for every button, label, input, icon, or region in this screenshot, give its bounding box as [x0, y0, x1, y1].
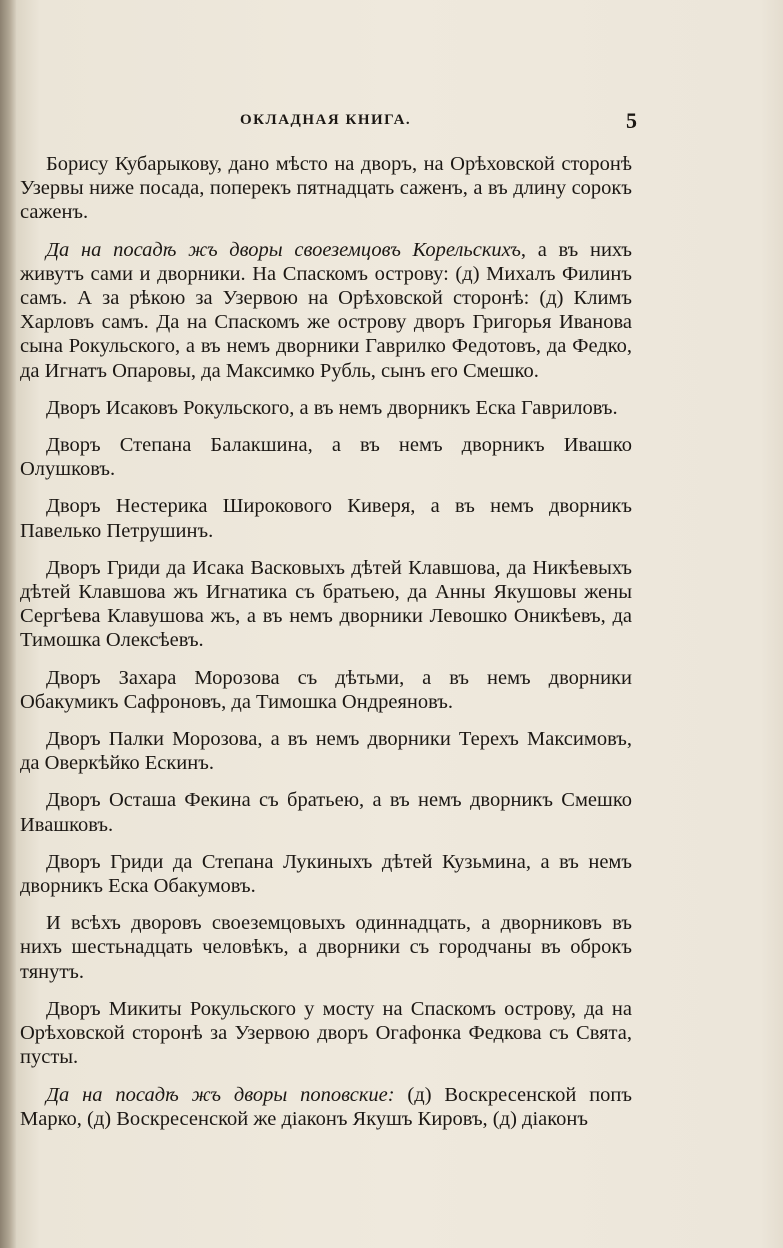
paragraph: Дворъ Палки Морозова, а въ немъ дворники Терехъ Максимовъ, да Оверкѣйко Ескинъ. — [20, 728, 632, 775]
book-spine-shadow — [0, 0, 16, 1248]
paragraph: Да на посадѣ жъ дворы своеземцовъ Корельскихъ, а въ нихъ живутъ сами и дворники. На Спаскомъ острову: (д) Михалъ Филинъ самъ. А за рѣкою за Узервою на Орѣховской сторонѣ: (д) Климъ Харловъ самъ. Да на Спаскомъ же острову дворъ Григорья Иванова сына Рокульского, а въ немъ дворники Гаврилко Федотовъ, да Федко, да Игнатъ Опаровы, да Максимко Рубль, сынъ его Смешко. — [20, 238, 632, 382]
paragraph: Дворъ Гриди да Степана Лукиныхъ дѣтей Кузьмина, а въ немъ дворникъ Еска Обакумовъ. — [20, 850, 632, 898]
paragraph: Дворъ Гриди да Исака Васковыхъ дѣтей Клавшова, да Никѣевыхъ дѣтей Клавшова жъ Игнатика съ братьею, да Анны Якушовы жены Сергѣева Клавушова жъ, а въ немъ дворники Левошко Оникѣевъ, да Тимошка Олексѣевъ. — [20, 556, 632, 652]
paragraph: Дворъ Исаковъ Рокульского, а въ немъ дворникъ Еска Гавриловъ. — [46, 396, 618, 419]
paragraph: И всѣхъ дворовъ своеземцовыхъ одиннадцать, а дворниковъ въ нихъ шестьнадцать человѣкъ, а дворники съ городчаны въ оброкъ тянутъ. — [20, 912, 632, 983]
paragraph: Дворъ Захара Морозова съ дѣтьми, а въ немъ дворники Обакумикъ Сафроновъ, да Тимошка Ондреяновъ. — [20, 666, 632, 713]
paragraph: Да на посадѣ жъ дворы поповские: (д) Воскресенской попъ Марко, (д) Воскресенской же дiаконъ Якушъ Кировъ, (д) дiаконъ — [20, 1083, 632, 1130]
paragraph: Дворъ Степана Балакшина, а въ немъ дворникъ Ивашко Олушковъ. — [20, 434, 632, 481]
paragraph: Борису Кубарыкову, дано мѣсто на дворъ, на Орѣховской сторонѣ Узервы ниже посада, поперекъ пятнадцать саженъ, а въ длину сорокъ саженъ. — [20, 153, 632, 224]
italic-lead: Да на посадѣ жъ дворы своеземцовъ Корельскихъ — [46, 238, 521, 261]
page-header — [0, 104, 783, 134]
paragraph: Дворъ Осташа Фекина съ братьею, а въ немъ дворникъ Смешко Ивашковъ. — [20, 789, 632, 836]
page-body — [20, 152, 632, 1144]
italic-lead: Да на посадѣ жъ дворы поповские: — [46, 1083, 395, 1106]
page-number: 5 — [626, 108, 637, 133]
running-title: ОКЛАДНАЯ КНИГА. — [240, 112, 412, 128]
paragraph: Дворъ Нестерика Широкового Киверя, а въ немъ дворникъ Павелько Петрушинъ. — [20, 495, 632, 542]
paragraph: Дворъ Микиты Рокульского у мосту на Спаскомъ острову, да на Орѣховской сторонѣ за Узервою дворъ Огафонка Федкова съ Свята, пусты. — [20, 997, 632, 1069]
